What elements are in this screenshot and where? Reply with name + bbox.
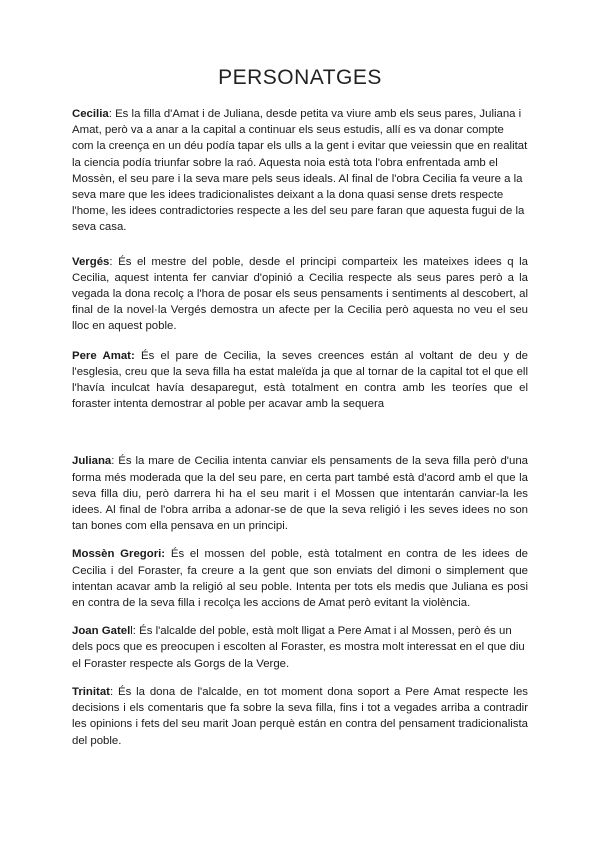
character-description: És el mestre del poble, desde el principi comparteix les mateixes idees q la Cecilia, aquest intenta fer canviar d'opinió a Cecilia respecte als seus pares però a la vegada la dona recolç a l'hora de posar els seus pensaments i sentiments al descobert, al final de la novel·la Vergés demostra un afecte per la Cecilia però aquesta no veu el seu lloc en aquest poble. (72, 255, 528, 333)
character-name: Cecilia (72, 108, 109, 120)
character-entry-trinitat (72, 684, 528, 749)
character-description: És la mare de Cecilia intenta canviar els pensaments de la seva filla però d'una forma més moderada que la del seu pare, en certa part també està d'acord amb el que la seva filla diu, però darrera hi ha el seu marit i el Mossen que intentarán canviar-la les idees. Al final de l'obra arriba a adonar-se de que la seva religió i les seves idees no son tan bones com ella pensava en un principi. (72, 455, 528, 533)
character-separator: : (111, 455, 119, 468)
character-entry-joan-gatell (72, 623, 528, 672)
character-description: És la dona de l'alcalde, en tot moment dona soport a Pere Amat respecte les decisions i els comentaris que fa sobre la seva filla, fins i tot a vegades arriba a contradir les opinions i fets del seu marit Joan perquè están en contra del pensament tradicionalista del poble. (72, 685, 528, 747)
character-name: Vergés (72, 255, 110, 268)
character-name: Mossèn Gregori: (72, 548, 166, 561)
character-entry-juliana (72, 453, 528, 534)
page-title: PERSONATGES (218, 66, 382, 89)
character-entry-mossen-gregori (72, 546, 528, 611)
character-description: És el mossen del poble, està totalment en contra de les idees de Cecilia i del Foraster, fa creure a la gent que son enviats del dimoni o simplement que intentan acavar amb la religió al seu poble. Intenta per tots els medis que Juliana es posi en contra de la seva filla i recolça les accions de Amat però evitant la violència. (72, 548, 528, 610)
character-entry-cecilia (72, 106, 528, 236)
character-name: Trinitat (72, 685, 110, 698)
character-name: Pere Amat: (72, 349, 135, 362)
character-separator: : (108, 108, 116, 120)
character-separator: l: (130, 625, 140, 638)
character-name: Juliana (72, 455, 112, 468)
character-description: Es la filla d'Amat i de Juliana, desde petita va viure amb els seus pares, Juliana i Amat, però va a anar a la capital a continuar els seus estudis, allí es va donar compte com la creença en un déu podía tapar els ulls a la gent i evitar que veiessin que en realitat la ciencia podía triunfar sobre la raó. Aquesta noia està tota l'obra enfrentada amb el Mossèn, el seu pare i la seva mare pels seus ideals. Al final de l'obra Cecilia fa veure a la seva mare que les idees tradicionalistes deixant a la dona quasi sense drets respecte l'home, les idees contradictories respecte a les del seu pare faran que aquesta fugui de la seva casa. (72, 108, 528, 234)
character-separator: : (109, 255, 119, 268)
character-entry-pere-amat (72, 348, 528, 413)
character-description: És l'alcalde del poble, està molt lligat a Pere Amat i al Mossen, però és un dels pocs que es preocupen i escolten al Foraster, es mostra molt interessat en el que diu el Foraster respecte als Gorgs de la Verge. (72, 625, 525, 670)
character-entry-verges (72, 254, 528, 335)
character-description: És el pare de Cecilia, la seves creences están al voltant de deu y de l'esglesia, creu que la seva filla ha estat maleïda ja que al tornar de la capital tot el que ell l'havía inculcat havía desaparegut, està totalment en contra amb les teoríes que el foraster intenta demostrar al poble per acavar amb la sequera (72, 349, 529, 411)
character-name: Joan Gatel (72, 625, 131, 638)
character-separator: : (109, 685, 118, 698)
